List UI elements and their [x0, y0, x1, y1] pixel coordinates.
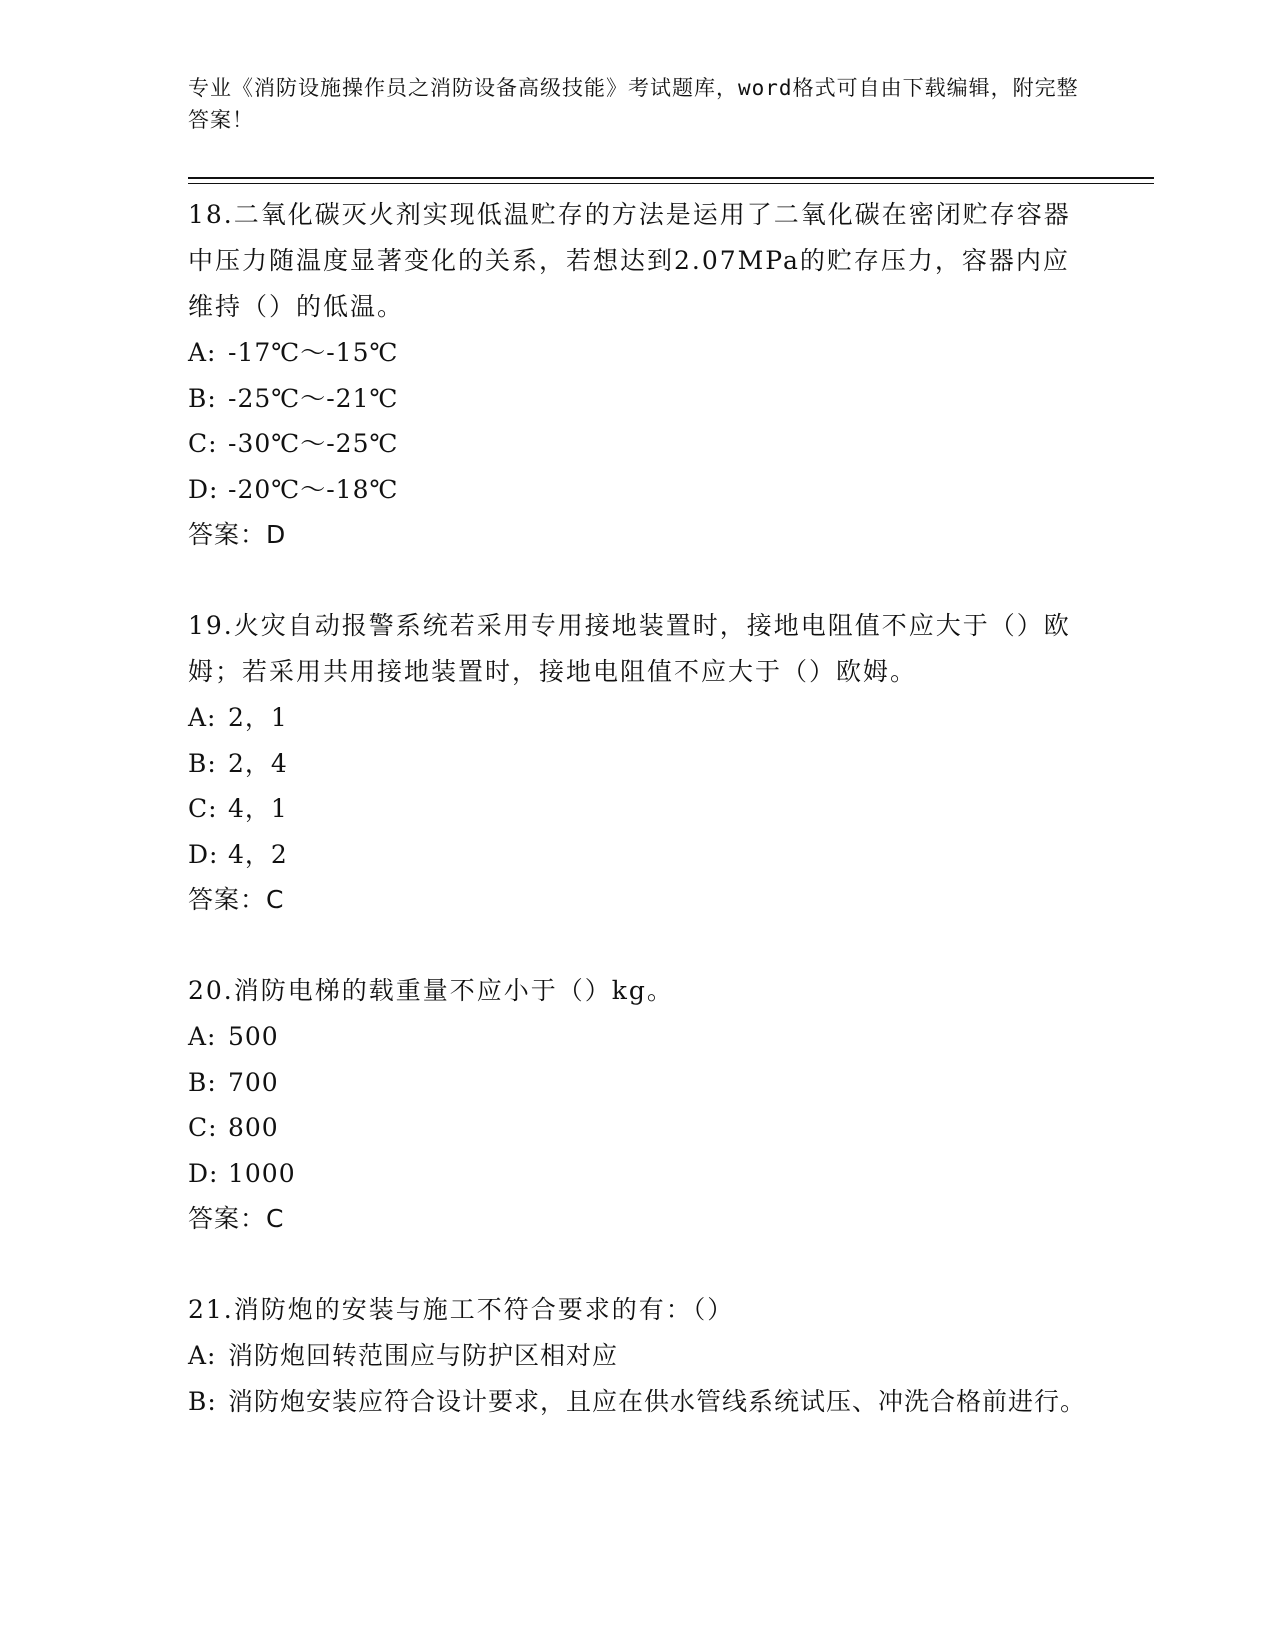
answer-label: 答案：C: [188, 1204, 285, 1233]
question-21: [188, 1287, 1088, 1424]
option-d: D: -20℃～-18℃: [188, 474, 399, 504]
question-text: 21.消防炮的安装与施工不符合要求的有：（）: [188, 1295, 735, 1324]
option-b: B: 2，4: [188, 748, 288, 778]
option-d: D: 1000: [188, 1158, 296, 1188]
question-18: [188, 192, 1088, 558]
question-text: 18.二氧化碳灭火剂实现低温贮存的方法是运用了二氧化碳在密闭贮存容器中压力随温度显著变化的关系，若想达到2.07MPa的贮存压力，容器内应维持（）的低温。: [188, 200, 1071, 321]
answer-label: 答案：C: [188, 885, 285, 914]
answer-label: 答案：D: [188, 520, 287, 549]
option-c: C: -30℃～-25℃: [188, 429, 399, 458]
document-header: 专业《消防设施操作员之消防设备高级技能》考试题库，word格式可自由下载编辑，附完整答案！: [188, 76, 1079, 132]
option-b: B: 消防炮安装应符合设计要求，且应在供水管线系统试压、冲洗合格前进行。: [188, 1386, 1087, 1416]
option-c: C: 4，1: [188, 794, 288, 823]
option-d: D: 4，2: [188, 839, 288, 869]
option-a: A: -17℃～-15℃: [188, 338, 399, 367]
option-b: B: 700: [188, 1067, 279, 1097]
option-b: B: -25℃～-21℃: [188, 383, 399, 413]
option-c: C: 800: [188, 1113, 279, 1142]
question-text: 20.消防电梯的载重量不应小于（）kg。: [188, 976, 674, 1005]
question-text: 19.火灾自动报警系统若采用专用接地装置时，接地电阻值不应大于（）欧姆；若采用共用接地装置时，接地电阻值不应大于（）欧姆。: [188, 611, 1071, 686]
option-a: A: 2，1: [188, 703, 288, 732]
question-20: [188, 968, 1088, 1242]
question-list: [188, 192, 1088, 1469]
header-rule-thin: [188, 183, 1154, 184]
header-rule: [188, 177, 1154, 179]
option-a: A: 消防炮回转范围应与防护区相对应: [188, 1341, 619, 1370]
option-a: A: 500: [188, 1022, 279, 1051]
question-19: [188, 603, 1088, 923]
